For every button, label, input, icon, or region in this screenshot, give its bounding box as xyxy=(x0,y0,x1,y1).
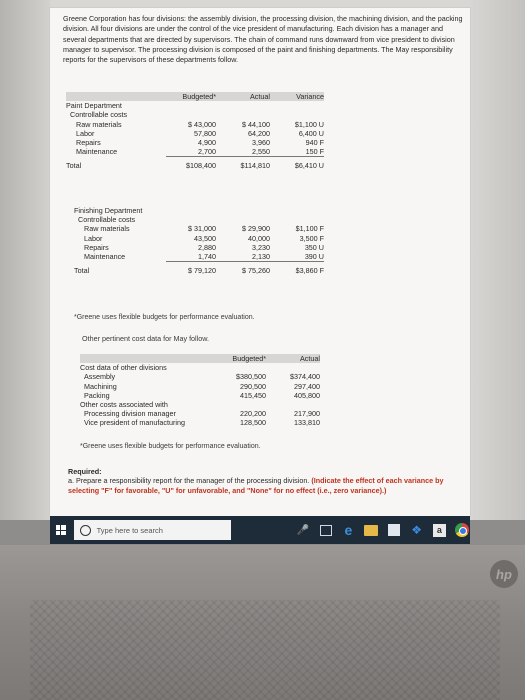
speaker-grille xyxy=(30,600,500,700)
left-bezel xyxy=(0,0,50,520)
table-header-row xyxy=(66,92,324,101)
table-row: Maintenance 2,700 2,550 150 F xyxy=(76,147,324,157)
required-heading: Required: xyxy=(68,467,102,476)
paint-department-table xyxy=(66,92,324,171)
variance-instruction: (Indicate the effect of each variance by selecting "F" for favorable, "U" for unfavorable, and "None" for no effect (i.e., zero variance).) xyxy=(68,476,444,495)
right-bezel xyxy=(470,0,525,520)
a-icon[interactable]: a xyxy=(431,522,447,538)
other-cost-data-table xyxy=(80,354,320,428)
footnote-flexible-budget-2: *Greene uses flexible budgets for performance evaluation. xyxy=(80,443,261,450)
total-row: Total $108,400 $114,810 $6,410 U xyxy=(66,161,324,171)
department-title: Paint Department xyxy=(66,101,122,111)
finishing-department-table xyxy=(74,206,324,275)
chrome-icon[interactable] xyxy=(454,522,470,538)
footnote-flexible-budget: *Greene uses flexible budgets for performance evaluation. xyxy=(74,314,255,321)
table-row: Labor 57,800 64,200 6,400 U xyxy=(76,128,324,138)
search-placeholder: Type here to search xyxy=(96,525,163,535)
start-button[interactable] xyxy=(50,516,72,544)
windows-icon xyxy=(56,525,66,535)
department-title: Finishing Department xyxy=(74,206,143,215)
header-actual: Actual xyxy=(216,92,270,101)
table-row: Labor 43,500 40,000 3,500 F xyxy=(84,233,324,243)
store-icon[interactable] xyxy=(386,522,402,538)
taskbar xyxy=(50,516,470,544)
table-row: Assembly $380,500 $374,400 xyxy=(84,372,320,382)
edge-icon[interactable]: e xyxy=(344,522,353,538)
table-row: Repairs 4,900 3,960 940 F xyxy=(76,138,324,148)
total-row: Total $ 79,120 $ 75,260 $3,860 F xyxy=(74,265,324,276)
header-variance: Variance xyxy=(270,92,324,101)
required-section xyxy=(68,467,468,495)
microphone-icon[interactable]: 🎤 xyxy=(296,524,310,536)
hp-logo: hp xyxy=(490,560,518,588)
table-row: Maintenance 1,740 2,130 390 U xyxy=(84,252,324,262)
other-data-intro: Other pertinent cost data for May follow. xyxy=(82,334,210,343)
part-a-text: a. Prepare a responsibility report for the manager of the processing division. xyxy=(68,476,310,486)
dropbox-icon[interactable]: ❖ xyxy=(411,523,422,537)
section-label: Other costs associated with xyxy=(80,400,168,410)
search-icon xyxy=(80,525,91,536)
table-row: Processing division manager 220,200 217,900 xyxy=(84,409,320,419)
table-row: Raw materials $ 43,000 $ 44,100 $1,100 U xyxy=(76,119,324,129)
header-actual: Actual xyxy=(266,354,320,363)
table-row: Raw materials $ 31,000 $ 29,900 $1,100 F xyxy=(84,224,324,234)
section-label: Controllable costs xyxy=(78,215,136,225)
problem-intro: Greene Corporation has four divisions: the assembly division, the processing division, the machining division, and the packing division. All four divisions are under the control of the vice president of manufacturing. Each division has a manager and several departments that are directed by supervisors. The chain of command runs downward from vice president to division manager to supervisor. The processing division is composed of the paint and finishing departments. The May responsibility reports for the supervisors of these departments follow. xyxy=(63,14,463,65)
section-label: Controllable costs xyxy=(70,110,128,120)
taskbar-search-box[interactable] xyxy=(74,520,231,540)
section-label: Cost data of other divisions xyxy=(80,363,167,373)
header-budgeted: Budgeted* xyxy=(214,354,266,363)
table-row: Packing 415,450 405,800 xyxy=(84,390,320,400)
table-row: Machining 290,500 297,400 xyxy=(84,381,320,391)
header-budgeted: Budgeted* xyxy=(166,92,216,101)
task-view-icon[interactable] xyxy=(318,522,334,538)
table-row: Vice president of manufacturing 128,500 133,810 xyxy=(84,418,320,428)
table-row: Repairs 2,880 3,230 350 U xyxy=(84,242,324,252)
table-header-row xyxy=(80,354,320,363)
file-explorer-icon[interactable] xyxy=(363,522,379,538)
